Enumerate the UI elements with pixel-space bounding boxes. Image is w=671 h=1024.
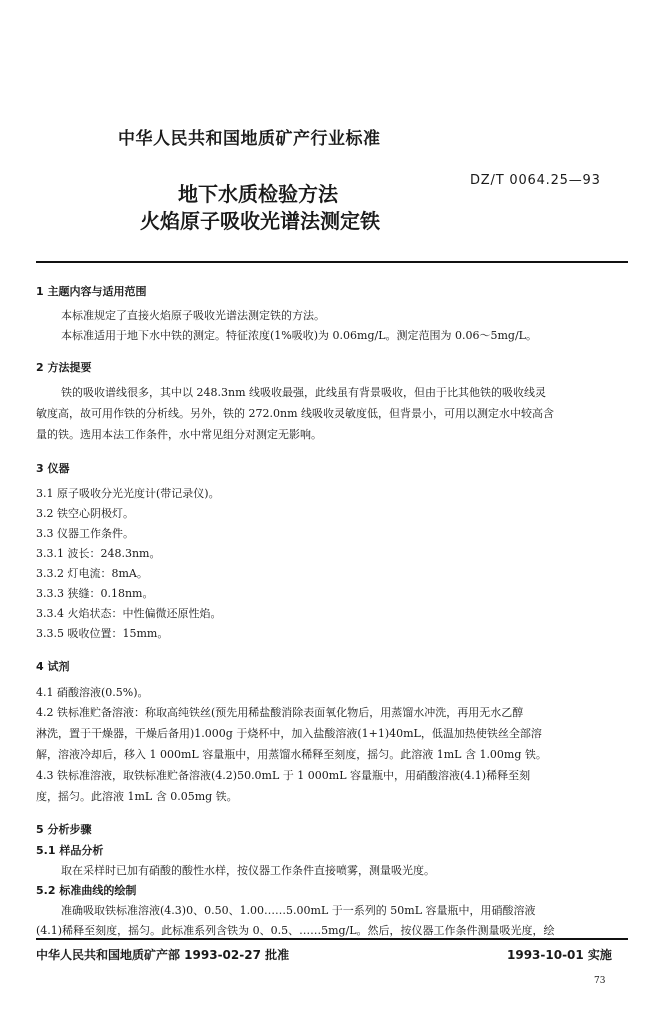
subsection-heading: 5.2 标准曲线的绘制	[36, 884, 137, 897]
paragraph-line: 淋洗，置于干燥器，干燥后备用)1.000g 于烧杯中，加入盐酸溶液(1+1)40mL，低温加热使铁丝全部溶	[36, 727, 542, 740]
list-item: 3.3.2 灯电流：8mA。	[36, 567, 148, 580]
list-item: 3.2 铁空心阴极灯。	[36, 507, 134, 520]
section-heading-2: 2 方法提要	[36, 361, 92, 374]
list-item: 3.3.4 火焰状态：中性偏微还原性焰。	[36, 607, 222, 620]
org-title: 中华人民共和国地质矿产行业标准	[118, 129, 381, 149]
section-heading-5: 5 分析步骤	[36, 823, 92, 836]
approval-line: 中华人民共和国地质矿产部 1993-02-27 批准	[36, 948, 290, 962]
subsection-heading: 5.1 样品分析	[36, 844, 104, 857]
list-item: 3.3.5 吸收位置：15mm。	[36, 627, 169, 640]
header-divider	[36, 261, 628, 263]
list-item: 3.1 原子吸收分光光度计(带记录仪)。	[36, 487, 220, 500]
list-item: 3.3 仪器工作条件。	[36, 527, 134, 540]
paragraph-line: (4.1)稀释至刻度，摇匀。此标准系列含铁为 0、0.5、……5mg/L。然后，按仪器工作条件测量吸光度，绘	[36, 924, 555, 937]
paragraph-line: 本标准适用于地下水中铁的测定。特征浓度(1%吸收)为 0.06mg/L。测定范围为 0.06～5mg/L。	[61, 329, 537, 342]
paragraph-line: 取在采样时已加有硝酸的酸性水样，按仪器工作条件直接喷雾，测量吸光度。	[61, 864, 435, 877]
paragraph-line: 敏度高，故可用作铁的分析线。另外，铁的 272.0nm 线吸收灵敏度低，但背景小，可用以测定水中较高含	[36, 407, 554, 420]
paragraph-line: 本标准规定了直接火焰原子吸收光谱法测定铁的方法。	[61, 309, 325, 322]
paragraph-line: 量的铁。选用本法工作条件，水中常见组分对测定无影响。	[36, 428, 322, 441]
paragraph-line: 4.2 铁标准贮备溶液：称取高纯铁丝(预先用稀盐酸消除表面氧化物后，用蒸馏水冲洗，再用无水乙醇	[36, 706, 524, 719]
document-title-line1: 地下水质检验方法	[178, 182, 338, 206]
page-number: 73	[594, 976, 606, 986]
standard-code: DZ/T 0064.25—93	[470, 173, 601, 188]
paragraph-line: 4.1 硝酸溶液(0.5%)。	[36, 686, 149, 699]
paragraph-line: 准确吸取铁标准溶液(4.3)0、0.50、1.00……5.00mL 于一系列的 50mL 容量瓶中，用硝酸溶液	[61, 904, 536, 917]
section-heading-3: 3 仪器	[36, 462, 70, 475]
list-item: 3.3.1 波长：248.3nm。	[36, 547, 161, 560]
paragraph-line: 4.3 铁标准溶液，取铁标准贮备溶液(4.2)50.0mL 于 1 000mL 容量瓶中，用硝酸溶液(4.1)稀释至刻	[36, 769, 531, 782]
footer-divider	[36, 938, 628, 940]
paragraph-line: 解，溶液冷却后，移入 1 000mL 容量瓶中，用蒸馏水稀释至刻度，摇匀。此溶液 1mL 含 1.00mg 铁。	[36, 748, 547, 761]
document-title-line2: 火焰原子吸收光谱法测定铁	[140, 209, 380, 233]
paragraph-line: 度，摇匀。此溶液 1mL 含 0.05mg 铁。	[36, 790, 238, 803]
paragraph-line: 铁的吸收谱线很多，其中以 248.3nm 线吸收最强，此线虽有背景吸收，但由于比其他铁的吸收线灵	[61, 386, 546, 399]
section-heading-4: 4 试剂	[36, 660, 70, 673]
effective-date: 1993-10-01 实施	[507, 948, 612, 962]
list-item: 3.3.3 狭缝：0.18nm。	[36, 587, 154, 600]
section-heading-1: 1 主题内容与适用范围	[36, 285, 147, 298]
